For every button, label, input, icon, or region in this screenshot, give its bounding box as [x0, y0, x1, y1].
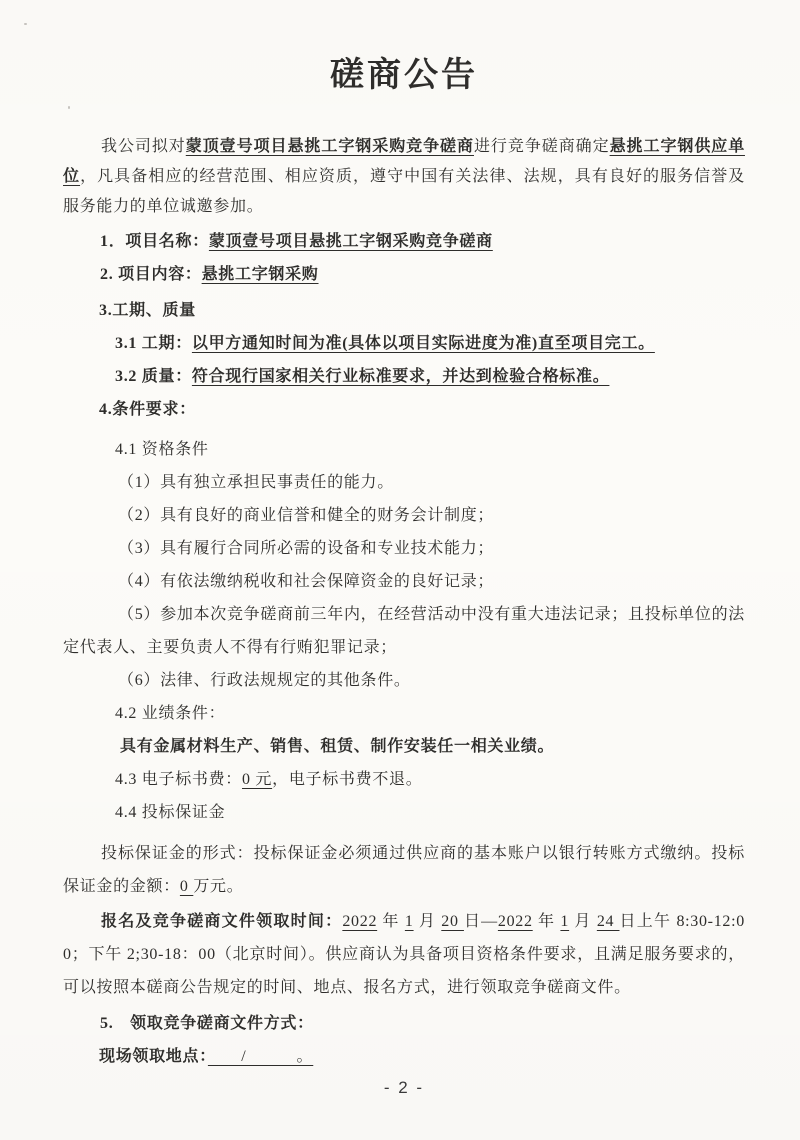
item-4-3-tender-fee	[63, 763, 745, 796]
item-1-project-name	[63, 228, 745, 261]
text-segment: ，凡具备相应的经营范围、相应资质，遵守中国有关法律、法规，具有良好的服务信誉及服务能力的单位诚邀参加。	[63, 168, 745, 215]
text-segment: 4.2 业绩条件：	[115, 705, 226, 722]
text-segment: 3.工期、质量	[99, 302, 196, 319]
text-segment: 我公司拟对	[101, 138, 186, 155]
text-segment: / 。	[207, 1048, 314, 1065]
performance-requirement	[63, 730, 745, 763]
text-segment: 0 元	[242, 771, 273, 788]
text-segment: 悬挑工字钢供应单位	[63, 138, 745, 185]
text-segment: 24	[596, 913, 620, 930]
text-segment: 2. 项目内容：	[100, 266, 202, 283]
text-segment: 具有金属材料生产、销售、租赁、制作安装任一相关业绩。	[120, 738, 555, 755]
text-segment: 蒙顶壹号项目悬挑工字钢采购竞争磋商	[185, 138, 474, 155]
text-segment: 2022	[497, 913, 533, 930]
bid-bond-paragraph	[63, 837, 745, 903]
intro-paragraph	[63, 132, 745, 222]
item-5-heading-obtain-method	[63, 1007, 745, 1040]
item-3-1-duration	[63, 327, 745, 360]
text-segment: 符合现行国家相关行业标准要求，并达到检验合格标准。	[191, 368, 610, 385]
text-segment: 日—	[463, 913, 498, 930]
text-segment: 日上午 8:30-12:00；下午 2;30-18：00（北京时间）。供应商认为具备项目资格条件要求，且满足服务要求的，可以按照本磋商公告规定的时间、地点、报名方式，进行领取竞争磋商文件。	[63, 913, 745, 996]
scan-speck	[68, 106, 70, 109]
qualification-1	[63, 466, 745, 499]
qualification-2	[63, 499, 745, 532]
item-4-2-performance-heading	[63, 697, 745, 730]
item-2-project-content	[63, 261, 745, 294]
text-segment: 报名及竞争磋商文件领取时间：	[101, 913, 343, 930]
text-segment: （1）具有独立承担民事责任的能力。	[118, 474, 394, 491]
text-segment: 3.2 质量：	[115, 368, 192, 385]
text-segment: 4.条件要求：	[99, 401, 196, 418]
text-segment: ，电子标书费不退。	[272, 771, 423, 788]
page-number: - 2 -	[383, 1078, 425, 1097]
text-segment: 1	[404, 913, 414, 930]
onsite-pickup-location	[63, 1040, 745, 1073]
text-segment: 进行竞争磋商确定	[473, 138, 610, 155]
text-segment: 悬挑工字钢采购	[201, 266, 319, 283]
text-segment: 3.1 工期：	[115, 335, 192, 352]
text-segment: 蒙顶壹号项目悬挑工字钢采购竞争磋商	[208, 233, 493, 250]
document-title: 磋商公告	[330, 57, 478, 94]
text-segment: 4.4 投标保证金	[115, 804, 226, 821]
text-segment: 20	[441, 913, 464, 930]
qualification-6	[63, 664, 745, 697]
qualification-3	[63, 532, 745, 565]
text-segment: 4.1 资格条件	[115, 441, 209, 458]
text-segment: 现场领取地点：	[99, 1048, 208, 1065]
text-segment: 投标保证金的形式：投标保证金必须通过供应商的基本账户以银行转账方式缴纳。投标保证金的金额：	[63, 845, 745, 895]
scan-speck	[24, 23, 27, 25]
text-segment: 0	[179, 878, 194, 895]
text-segment: 年	[532, 913, 561, 930]
item-3-heading-duration-quality	[63, 294, 745, 327]
item-4-1-qualification-heading	[63, 433, 745, 466]
text-segment: （3）具有履行合同所必需的设备和专业技术能力；	[118, 540, 495, 557]
text-segment: 月	[413, 913, 442, 930]
text-segment: 万元。	[193, 878, 244, 895]
document-body	[63, 132, 745, 1073]
item-3-2-quality	[63, 360, 745, 393]
text-segment: 2022	[342, 913, 378, 930]
text-segment: 月	[569, 913, 597, 930]
text-segment: （4）有依法缴纳税收和社会保障资金的良好记录；	[118, 573, 495, 590]
text-segment: 5. 领取竞争磋商文件方式：	[100, 1015, 314, 1032]
qualification-5	[63, 598, 745, 664]
text-segment: 年	[377, 913, 405, 930]
item-4-heading-requirements	[63, 393, 745, 426]
registration-time-paragraph	[63, 905, 745, 1004]
text-segment: （5）参加本次竞争磋商前三年内，在经营活动中没有重大违法记录；且投标单位的法定代表人、主要负责人不得有行贿犯罪记录；	[63, 606, 745, 656]
text-segment: （2）具有良好的商业信誉和健全的财务会计制度；	[118, 507, 495, 524]
qualification-4	[63, 565, 745, 598]
text-segment: （6）法律、行政法规规定的其他条件。	[118, 672, 411, 689]
text-segment: 1	[560, 913, 570, 930]
text-segment: 1．项目名称：	[100, 233, 209, 250]
text-segment: 以甲方通知时间为准(具体以项目实际进度为准)直至项目完工。	[191, 335, 655, 352]
text-segment: 4.3 电子标书费：	[115, 771, 243, 788]
item-4-4-bid-bond-heading	[63, 796, 745, 829]
